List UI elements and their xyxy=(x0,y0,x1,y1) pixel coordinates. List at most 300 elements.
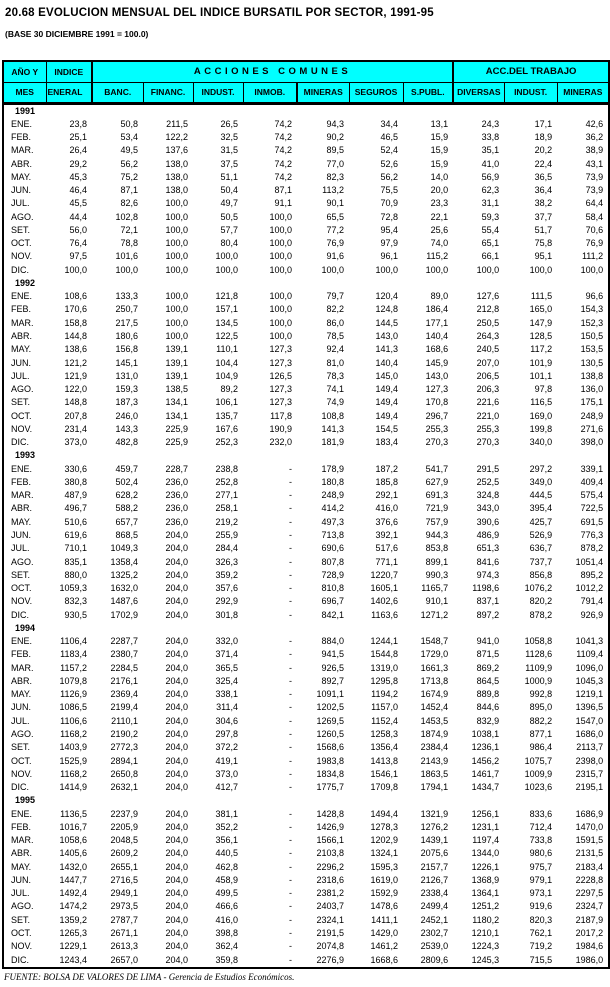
value-cell: 115,2 xyxy=(426,251,449,262)
value-cell: 1426,9 xyxy=(316,821,344,832)
value-cell: 101,9 xyxy=(529,357,553,368)
data-row xyxy=(3,264,609,277)
value-cell: 2632,1 xyxy=(110,782,138,793)
value-cell: 1709,8 xyxy=(370,782,398,793)
value-cell: 1168,2 xyxy=(60,768,87,779)
value-cell: 1595,3 xyxy=(370,861,398,872)
value-cell: 628,2 xyxy=(115,490,138,501)
value-cell: 2048,5 xyxy=(110,835,138,846)
value-cell: 20,2 xyxy=(534,145,553,156)
value-cell: 986,4 xyxy=(529,742,553,753)
value-cell: 143,3 xyxy=(115,423,138,434)
value-cell: 204,0 xyxy=(165,728,188,739)
value-cell: - xyxy=(289,901,292,912)
value-cell: 526,9 xyxy=(529,530,553,540)
data-row xyxy=(3,303,609,316)
value-cell: 100,0 xyxy=(269,238,292,249)
value-cell: 1128,6 xyxy=(525,649,553,660)
value-cell: 100,0 xyxy=(165,304,188,315)
month-label: FEB. xyxy=(11,304,32,315)
month-label: DIC. xyxy=(11,954,29,965)
value-cell: 50,5 xyxy=(220,211,238,222)
month-label: AGO. xyxy=(11,384,34,395)
value-cell: 121,2 xyxy=(64,357,87,368)
value-cell: 1568,6 xyxy=(316,742,344,753)
value-cell: 100,0 xyxy=(269,317,292,328)
value-cell: 2403,7 xyxy=(316,901,344,912)
value-cell: 50,8 xyxy=(120,118,138,129)
value-cell: 975,7 xyxy=(529,861,553,872)
value-cell: 170,6 xyxy=(64,304,87,315)
value-cell: 204,0 xyxy=(165,821,188,832)
value-cell: 842,1 xyxy=(321,609,344,620)
value-cell: 326,3 xyxy=(215,556,238,567)
value-cell: 517,6 xyxy=(375,543,398,554)
value-cell: 117,8 xyxy=(270,410,292,421)
value-cell: 56,2 xyxy=(120,158,138,169)
value-cell: 1236,1 xyxy=(471,742,500,753)
value-cell: 541,7 xyxy=(425,463,449,474)
value-cell: 204,0 xyxy=(165,941,188,952)
value-cell: 1364,1 xyxy=(471,888,500,899)
value-cell: 2787,7 xyxy=(110,914,138,925)
value-cell: 2126,7 xyxy=(420,874,449,885)
value-cell: 177,1 xyxy=(425,317,449,328)
value-cell: 82,2 xyxy=(326,304,344,315)
data-row xyxy=(3,900,609,913)
value-cell: 204,0 xyxy=(165,835,188,846)
value-cell: 651,3 xyxy=(476,543,500,554)
value-cell: 466,6 xyxy=(215,901,238,912)
value-cell: 221,0 xyxy=(476,410,500,421)
value-cell: 52,4 xyxy=(380,145,398,156)
header-group-row xyxy=(3,61,609,82)
value-cell: 121,9 xyxy=(64,370,87,381)
value-cell: 35,1 xyxy=(481,145,500,156)
value-cell: 1220,7 xyxy=(370,569,398,580)
value-cell: 880,0 xyxy=(64,569,87,580)
value-cell: 1686,9 xyxy=(575,808,604,819)
value-cell: 1091,1 xyxy=(316,689,344,700)
value-cell: 510,6 xyxy=(64,516,87,527)
value-cell: 141,3 xyxy=(375,344,398,355)
value-cell: - xyxy=(289,835,292,846)
year-row xyxy=(3,794,609,807)
value-cell: 365,5 xyxy=(215,662,238,673)
value-cell: 221,6 xyxy=(476,397,500,408)
value-cell: 150,5 xyxy=(580,331,604,342)
value-cell: 414,2 xyxy=(321,503,344,514)
value-cell: 41,0 xyxy=(481,158,500,169)
value-cell: 236,0 xyxy=(165,516,188,527)
value-cell: 145,0 xyxy=(375,370,398,381)
value-cell: 37,7 xyxy=(534,211,553,222)
value-cell: 899,1 xyxy=(425,556,449,567)
value-cell: 1219,1 xyxy=(575,689,604,700)
value-cell: 1012,2 xyxy=(575,583,604,594)
month-label: OCT. xyxy=(11,238,32,249)
value-cell: 100,0 xyxy=(269,331,292,342)
value-cell: 1106,4 xyxy=(60,636,87,647)
value-cell: - xyxy=(289,543,292,554)
value-cell: 137,6 xyxy=(165,145,188,156)
value-cell: 100,0 xyxy=(165,331,188,342)
month-label: FEB. xyxy=(11,476,32,487)
value-cell: 100,0 xyxy=(580,264,604,275)
value-cell: 53,4 xyxy=(120,132,138,143)
data-row xyxy=(3,874,609,887)
value-cell: 871,5 xyxy=(476,649,500,660)
value-cell: 130,5 xyxy=(580,357,604,368)
value-cell: 486,9 xyxy=(476,530,500,540)
value-cell: 270,3 xyxy=(425,437,449,448)
value-cell: 737,7 xyxy=(529,556,553,567)
value-cell: 204,0 xyxy=(165,927,188,938)
data-row xyxy=(3,290,609,303)
value-cell: 1168,2 xyxy=(60,728,87,739)
value-cell: 181,9 xyxy=(321,437,344,448)
value-cell: 696,7 xyxy=(321,596,344,607)
value-cell: 74,9 xyxy=(326,397,344,408)
value-cell: 1165,7 xyxy=(421,583,449,594)
value-cell: 292,9 xyxy=(215,596,238,607)
year-label: 1993 xyxy=(15,450,36,461)
month-label: NOV. xyxy=(11,251,33,262)
value-cell: 250,7 xyxy=(115,304,138,315)
value-cell: - xyxy=(289,941,292,952)
value-cell: 165,0 xyxy=(529,304,553,315)
value-cell: 52,6 xyxy=(380,158,398,169)
month-label: ABR. xyxy=(11,331,33,342)
value-cell: 127,3 xyxy=(269,357,292,368)
value-cell: 1224,3 xyxy=(471,941,500,952)
data-row xyxy=(3,184,609,197)
value-cell: 2324,1 xyxy=(316,914,344,925)
value-cell: 721,9 xyxy=(425,503,449,514)
month-label: MAY. xyxy=(11,689,32,700)
month-label: SET. xyxy=(11,742,31,753)
value-cell: 2284,5 xyxy=(110,662,138,673)
value-cell: 26,4 xyxy=(69,145,87,156)
table-body xyxy=(3,103,609,968)
value-cell: 51,7 xyxy=(534,224,553,235)
value-cell: 183,4 xyxy=(375,437,398,448)
value-cell: 440,5 xyxy=(215,848,238,859)
year-row-filler xyxy=(92,794,609,807)
data-row xyxy=(3,489,609,502)
value-cell: 147,9 xyxy=(529,317,553,328)
month-label: DIC. xyxy=(11,264,29,275)
value-cell: 1984,6 xyxy=(575,941,604,952)
value-cell: 944,3 xyxy=(425,530,449,540)
value-cell: 31,5 xyxy=(220,145,238,156)
value-cell: 1396,5 xyxy=(575,702,604,713)
value-cell: 330,6 xyxy=(64,463,87,474)
value-cell: 2297,5 xyxy=(575,888,604,899)
value-cell: 240,5 xyxy=(476,344,500,355)
value-cell: 204,0 xyxy=(165,888,188,899)
value-cell: 56,2 xyxy=(380,171,398,182)
value-cell: 878,2 xyxy=(580,543,604,554)
value-cell: 204,0 xyxy=(165,742,188,753)
data-row xyxy=(3,330,609,343)
value-cell: 1276,2 xyxy=(420,821,449,832)
value-cell: 499,5 xyxy=(215,888,238,899)
value-cell: - xyxy=(289,861,292,872)
value-cell: 121,8 xyxy=(215,291,238,302)
month-label: SET. xyxy=(11,224,31,235)
value-cell: 1591,5 xyxy=(575,835,604,846)
value-cell: 2276,9 xyxy=(316,954,344,965)
value-cell: 837,1 xyxy=(476,596,500,607)
data-row xyxy=(3,317,609,330)
value-cell: 252,5 xyxy=(476,476,500,487)
data-row xyxy=(3,171,609,184)
data-row xyxy=(3,834,609,847)
value-cell: 1470,0 xyxy=(575,821,604,832)
statistical-table-page xyxy=(0,7,610,982)
value-cell: 138,0 xyxy=(165,171,188,182)
header-col-trabajo-mineras: MINERAS xyxy=(557,82,609,103)
value-cell: 1548,7 xyxy=(420,636,449,647)
value-cell: 416,0 xyxy=(375,503,398,514)
month-label: SET. xyxy=(11,569,31,580)
value-cell: 930,5 xyxy=(64,609,87,620)
value-cell: 86,0 xyxy=(326,317,344,328)
value-cell: 34,4 xyxy=(380,118,398,129)
value-cell: 1086,5 xyxy=(59,702,87,713)
value-cell: 1136,5 xyxy=(60,808,87,819)
value-cell: 713,8 xyxy=(321,530,344,540)
value-cell: 204,0 xyxy=(165,914,188,925)
value-cell: 152,3 xyxy=(580,317,604,328)
value-cell: 1079,8 xyxy=(59,675,87,686)
value-cell: 87,1 xyxy=(274,185,292,196)
value-cell: 78,5 xyxy=(326,331,344,342)
value-cell: 284,4 xyxy=(215,543,238,554)
value-cell: 1295,8 xyxy=(370,675,398,686)
value-cell: 31,1 xyxy=(481,198,500,209)
value-cell: 56,9 xyxy=(481,171,500,182)
value-cell: 1076,2 xyxy=(524,583,553,594)
month-label: JUN. xyxy=(11,185,31,196)
value-cell: 776,3 xyxy=(580,530,604,540)
value-cell: 762,1 xyxy=(529,927,553,938)
data-row xyxy=(3,755,609,768)
month-label: AGO. xyxy=(11,901,34,912)
year-row xyxy=(3,622,609,635)
value-cell: 1794,1 xyxy=(420,782,449,793)
value-cell: 459,7 xyxy=(115,463,138,474)
month-label: ENE. xyxy=(11,636,33,647)
value-cell: 104,9 xyxy=(215,370,238,381)
value-cell: - xyxy=(289,728,292,739)
value-cell: 14,0 xyxy=(430,171,449,182)
value-cell: - xyxy=(289,888,292,899)
value-cell: 207,8 xyxy=(64,410,87,421)
value-cell: 15,9 xyxy=(430,145,449,156)
value-cell: - xyxy=(289,715,292,726)
value-cell: 100,0 xyxy=(165,224,188,235)
data-row xyxy=(3,927,609,940)
data-row xyxy=(3,887,609,900)
value-cell: 18,9 xyxy=(534,132,553,143)
data-row xyxy=(3,158,609,171)
value-cell: 126,5 xyxy=(269,370,292,381)
value-cell: 32,5 xyxy=(220,132,238,143)
value-cell: 46,4 xyxy=(69,185,87,196)
value-cell: 82,3 xyxy=(326,171,344,182)
value-cell: 255,9 xyxy=(215,530,238,540)
value-cell: 395,4 xyxy=(529,503,553,514)
index-table xyxy=(2,60,610,969)
value-cell: 127,3 xyxy=(269,344,292,355)
value-cell: 59,3 xyxy=(481,211,500,222)
month-label: MAY. xyxy=(11,344,32,355)
value-cell: 232,0 xyxy=(269,437,292,448)
value-cell: 619,6 xyxy=(64,530,87,540)
value-cell: 236,0 xyxy=(165,503,188,514)
value-cell: 1356,4 xyxy=(370,742,398,753)
value-cell: - xyxy=(289,583,292,594)
value-cell: 76,9 xyxy=(585,238,604,249)
year-row-filler xyxy=(92,103,609,118)
month-label: DIC. xyxy=(11,437,29,448)
value-cell: 2452,1 xyxy=(420,914,449,925)
value-cell: 100,0 xyxy=(165,198,188,209)
value-cell: 154,3 xyxy=(580,304,604,315)
value-cell: 252,3 xyxy=(215,437,238,448)
month-label: JUL. xyxy=(11,543,30,554)
value-cell: 722,5 xyxy=(580,503,604,514)
data-row xyxy=(3,688,609,701)
value-cell: 832,9 xyxy=(476,715,500,726)
value-cell: 1202,5 xyxy=(316,702,344,713)
value-cell: 2380,7 xyxy=(110,649,138,660)
data-row xyxy=(3,781,609,794)
month-label: MAY. xyxy=(11,861,32,872)
value-cell: 349,0 xyxy=(529,476,553,487)
value-cell: 140,4 xyxy=(425,331,449,342)
value-cell: 100,0 xyxy=(269,224,292,235)
value-cell: 728,9 xyxy=(321,569,344,580)
month-label: AGO. xyxy=(11,556,34,567)
month-label: JUL. xyxy=(11,715,30,726)
data-row xyxy=(3,357,609,370)
value-cell: 37,5 xyxy=(220,158,238,169)
month-label: OCT. xyxy=(11,583,32,594)
value-cell: 462,8 xyxy=(215,861,238,872)
value-cell: 204,0 xyxy=(165,596,188,607)
value-cell: 204,0 xyxy=(165,954,188,965)
value-cell: 236,0 xyxy=(165,490,188,501)
month-label: ABR. xyxy=(11,503,33,514)
value-cell: 496,7 xyxy=(64,503,87,514)
value-cell: 204,0 xyxy=(165,689,188,700)
value-cell: 111,5 xyxy=(530,291,553,302)
value-cell: 1863,5 xyxy=(420,768,449,779)
value-cell: 236,0 xyxy=(165,476,188,487)
value-cell: 139,1 xyxy=(165,344,188,355)
value-cell: 100,0 xyxy=(375,264,398,275)
value-cell: 87,1 xyxy=(120,185,138,196)
value-cell: 2287,7 xyxy=(110,636,138,647)
value-cell: 980,6 xyxy=(529,848,553,859)
value-cell: 627,9 xyxy=(425,476,449,487)
value-cell: 1245,3 xyxy=(471,954,500,965)
value-cell: 49,5 xyxy=(120,145,138,156)
value-cell: 1058,8 xyxy=(524,636,553,647)
value-cell: 1058,6 xyxy=(59,835,87,846)
value-cell: 1041,3 xyxy=(575,636,604,647)
value-cell: 55,4 xyxy=(481,224,500,235)
value-cell: 338,1 xyxy=(215,689,238,700)
value-cell: 95,4 xyxy=(380,224,398,235)
value-cell: 1405,6 xyxy=(59,848,87,859)
value-cell: 167,6 xyxy=(215,423,238,434)
year-row xyxy=(3,449,609,462)
value-cell: 75,8 xyxy=(534,238,553,249)
value-cell: 1194,2 xyxy=(371,689,398,700)
month-label: AGO. xyxy=(11,211,34,222)
month-label: ENE. xyxy=(11,463,33,474)
value-cell: 910,1 xyxy=(425,596,449,607)
data-row xyxy=(3,569,609,582)
value-cell: - xyxy=(289,768,292,779)
value-cell: 833,6 xyxy=(529,808,553,819)
value-cell: 1198,6 xyxy=(472,583,500,594)
value-cell: 95,1 xyxy=(534,251,553,262)
value-cell: 100,0 xyxy=(215,264,238,275)
value-cell: 25,6 xyxy=(430,224,449,235)
value-cell: 25,1 xyxy=(69,132,87,143)
value-cell: 133,3 xyxy=(115,291,138,302)
value-cell: 100,0 xyxy=(165,251,188,262)
header-col-inmob: INMOB. xyxy=(243,82,297,103)
value-cell: 324,8 xyxy=(476,490,500,501)
value-cell: 869,2 xyxy=(476,662,500,673)
data-row xyxy=(3,463,609,476)
value-cell: 62,3 xyxy=(481,185,500,196)
value-cell: 419,1 xyxy=(215,755,238,766)
value-cell: 20,0 xyxy=(430,185,449,196)
month-label: NOV. xyxy=(11,423,33,434)
value-cell: 149,4 xyxy=(375,397,398,408)
header-col-spubl: S.PUBL. xyxy=(403,82,453,103)
header-col-indust: INDUST. xyxy=(193,82,243,103)
value-cell: 1439,1 xyxy=(420,835,449,846)
header-col-indice-general: ENERAL xyxy=(46,82,92,103)
value-cell: 1045,3 xyxy=(575,675,604,686)
value-cell: 2176,1 xyxy=(110,675,138,686)
value-cell: 1834,8 xyxy=(316,768,344,779)
data-row xyxy=(3,423,609,436)
value-cell: 122,2 xyxy=(165,132,188,143)
value-cell: 1494,4 xyxy=(370,808,398,819)
month-label: ENE. xyxy=(11,291,33,302)
value-cell: 144,8 xyxy=(64,331,87,342)
value-cell: 58,4 xyxy=(585,211,604,222)
value-cell: 1319,0 xyxy=(370,662,398,673)
value-cell: 46,5 xyxy=(380,132,398,143)
data-row xyxy=(3,582,609,595)
value-cell: 143,0 xyxy=(375,331,398,342)
value-cell: 91,1 xyxy=(274,198,292,209)
data-row xyxy=(3,861,609,874)
value-cell: 131,0 xyxy=(115,370,138,381)
value-cell: 64,4 xyxy=(585,198,604,209)
value-cell: 36,2 xyxy=(585,132,604,143)
